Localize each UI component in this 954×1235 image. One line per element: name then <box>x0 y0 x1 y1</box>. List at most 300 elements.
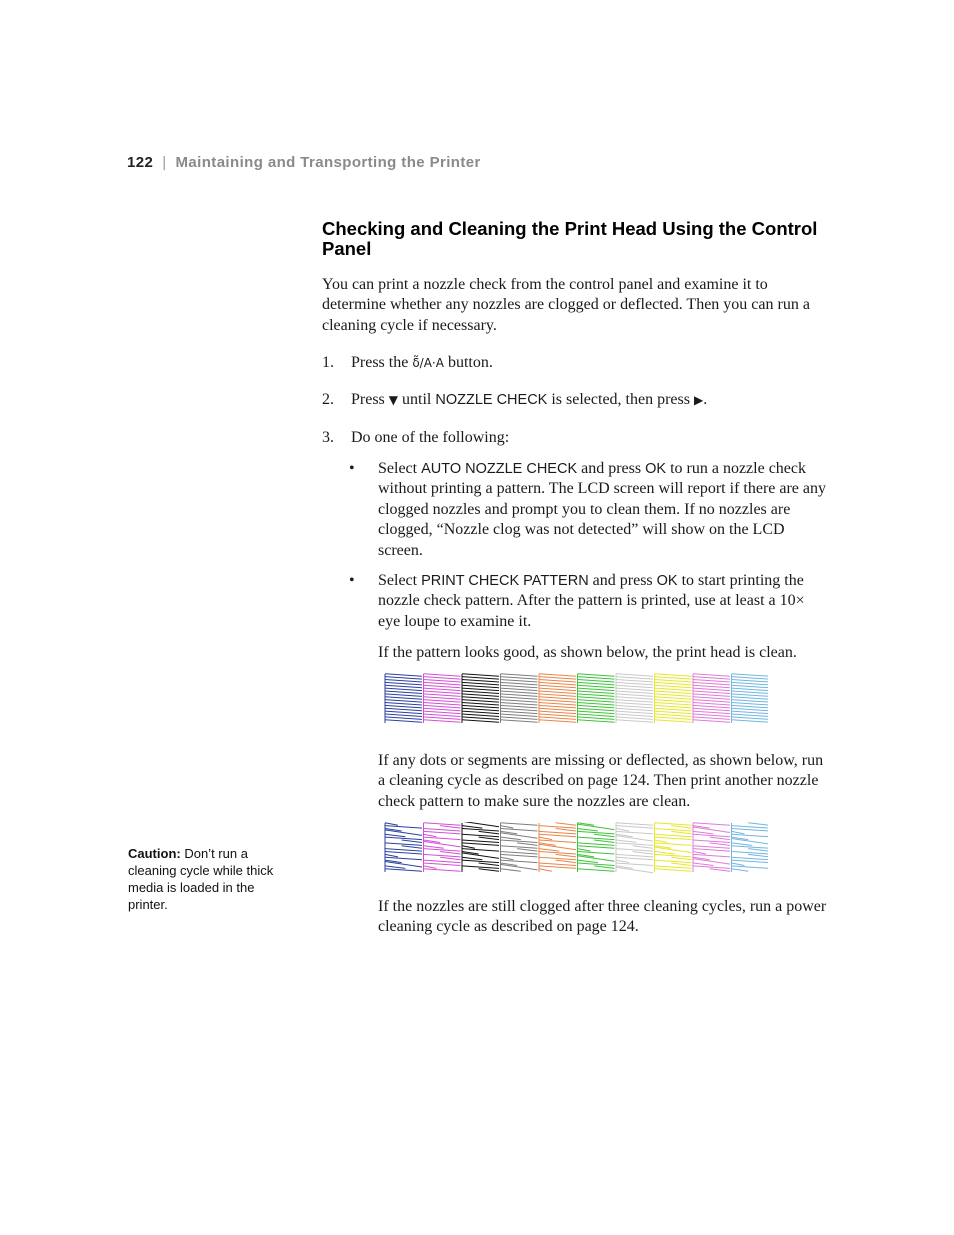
nozzle-line <box>424 846 444 848</box>
nozzle-line <box>693 677 730 679</box>
nozzle-line <box>385 691 422 693</box>
caution-text: Don’t run a cleaning cycle while thick media is loaded in the printer. <box>128 846 274 912</box>
nozzle-line <box>693 720 730 722</box>
nozzle-line <box>539 694 576 696</box>
nozzle-line <box>539 680 576 682</box>
nozzle-line <box>732 717 769 719</box>
nozzle-line <box>479 837 499 839</box>
nozzle-line <box>424 685 461 687</box>
nozzle-line <box>732 711 769 713</box>
menu-button-icon: δ̃/A·A <box>412 356 444 370</box>
nozzle-line <box>424 823 461 825</box>
nozzle-line <box>501 857 514 859</box>
nozzle-line <box>385 694 422 696</box>
nozzle-line <box>732 703 769 705</box>
nozzle-line <box>732 705 769 707</box>
nozzle-line <box>693 694 730 696</box>
nozzle-line <box>655 717 692 719</box>
nozzle-line <box>732 863 745 865</box>
nozzle-line <box>633 852 653 854</box>
nozzle-line <box>539 714 576 716</box>
nozzle-line <box>616 863 653 865</box>
nozzle-line <box>578 708 615 710</box>
step-text: Press the δ̃/A·A button. <box>351 354 493 371</box>
nozzle-line <box>462 829 499 831</box>
nozzle-line <box>539 869 552 871</box>
nozzle-line <box>462 705 499 707</box>
nozzle-line <box>385 717 422 719</box>
nozzle-line <box>732 674 769 676</box>
nozzle-line <box>655 691 692 693</box>
nozzle-line <box>462 680 499 682</box>
bullet-text: Select AUTO NOZZLE CHECK and press OK to run a nozzle check without printing a pattern. The LCD screen will report if there are any clogged nozzles and prompt you to clean them. If no nozzles are clogged, “Nozzle clog was not detected” will show on the LCD screen. <box>378 460 826 559</box>
nozzle-line <box>578 703 615 705</box>
nozzle-line <box>616 831 653 833</box>
nozzle-line <box>501 840 538 842</box>
nozzle-line <box>501 682 538 684</box>
nozzle-line <box>517 849 537 851</box>
nozzle-line <box>616 823 653 825</box>
nozzle-line <box>578 705 615 707</box>
nozzle-line <box>385 688 422 690</box>
nozzle-line <box>385 708 422 710</box>
nozzle-line <box>732 700 769 702</box>
nozzle-line <box>385 674 422 676</box>
pattern-block <box>655 674 692 723</box>
bullet-dot: • <box>349 460 355 477</box>
nozzle-line <box>424 694 461 696</box>
nozzle-line <box>578 863 615 865</box>
nozzle-line <box>539 685 576 687</box>
nozzle-line <box>671 857 691 859</box>
step-number: 3. <box>322 429 334 446</box>
nozzle-line <box>578 846 615 848</box>
nozzle-line <box>578 831 615 833</box>
nozzle-line <box>501 837 521 839</box>
nozzle-line <box>479 831 499 833</box>
nozzle-line <box>440 852 460 854</box>
nozzle-line <box>539 682 576 684</box>
nozzle-line <box>479 863 499 865</box>
pattern-block <box>501 823 538 872</box>
bad-pattern-paragraph: If any dots or segments are missing or deflected, as shown below, run a cleaning cycle as described on page 124. Then print another nozzle check pattern to make sure the nozzles are clean. <box>378 752 824 810</box>
pattern-block <box>578 674 615 723</box>
nozzle-line <box>655 866 692 868</box>
right-arrow-icon: ▶ <box>693 393 704 407</box>
nozzle-line <box>732 831 745 833</box>
nozzle-line <box>616 700 653 702</box>
nozzle-line <box>424 860 461 862</box>
nozzle-line <box>462 677 499 679</box>
nozzle-line <box>732 680 769 682</box>
nozzle-line <box>732 852 769 854</box>
pattern-block <box>424 823 461 872</box>
nozzle-line <box>748 854 768 856</box>
nozzle-line <box>655 697 692 699</box>
nozzle-line <box>424 688 461 690</box>
nozzle-line <box>424 720 461 722</box>
pattern-block <box>385 674 422 723</box>
nozzle-line <box>501 677 538 679</box>
nozzle-line <box>424 682 461 684</box>
nozzle-line <box>616 720 653 722</box>
nozzle-line <box>578 720 615 722</box>
intro-paragraph: You can print a nozzle check from the control panel and examine it to determine whether any nozzles are clogged or deflected. Then you can run a cleaning cycle if necessary. <box>322 276 810 334</box>
nozzle-line <box>616 867 653 872</box>
step-text: Press ▼ until NOZZLE CHECK is selected, then press ▶. <box>351 391 708 408</box>
nozzle-line <box>501 714 538 716</box>
pattern-block <box>578 823 615 872</box>
nozzle-line <box>501 711 538 713</box>
nozzle-line <box>732 697 769 699</box>
nozzle-line <box>732 694 769 696</box>
step-number: 1. <box>322 354 334 371</box>
nozzle-line <box>655 705 692 707</box>
nozzle-pattern-clogged <box>384 822 768 874</box>
nozzle-line <box>539 717 576 719</box>
nozzle-line <box>424 714 461 716</box>
step-number: 2. <box>322 391 334 408</box>
nozzle-line <box>385 866 405 868</box>
nozzle-line <box>424 691 461 693</box>
nozzle-line <box>501 685 538 687</box>
nozzle-line <box>655 852 675 854</box>
nozzle-line <box>732 846 769 848</box>
final-paragraph: If the nozzles are still clogged after three cleaning cycles, run a power cleaning cycle as described on page 124. <box>378 898 827 936</box>
nozzle-line <box>732 829 769 831</box>
nozzle-line <box>578 697 615 699</box>
nozzle-line <box>385 857 422 859</box>
nozzle-line <box>710 837 730 839</box>
running-header <box>127 154 481 171</box>
nozzle-line <box>462 714 499 716</box>
nozzle-line <box>385 826 422 828</box>
nozzle-line <box>616 843 653 845</box>
nozzle-line <box>424 863 461 865</box>
nozzle-line <box>539 837 552 839</box>
nozzle-line <box>385 843 422 845</box>
nozzle-line <box>732 720 769 722</box>
nozzle-line <box>616 685 653 687</box>
nozzle-line <box>462 846 475 848</box>
nozzle-line <box>539 720 576 722</box>
nozzle-line <box>732 860 769 862</box>
nozzle-line <box>424 829 461 831</box>
nozzle-line <box>616 826 653 828</box>
nozzle-line <box>594 834 614 836</box>
nozzle-line <box>539 866 576 868</box>
nozzle-line <box>655 843 692 845</box>
nozzle-line <box>501 823 538 825</box>
nozzle-line <box>501 688 538 690</box>
nozzle-line <box>693 823 730 825</box>
nozzle-line <box>578 688 615 690</box>
nozzle-line <box>440 857 460 859</box>
nozzle-line <box>501 717 538 719</box>
nozzle-line <box>539 691 576 693</box>
nozzle-line <box>556 823 576 825</box>
step-text: Do one of the following: <box>351 429 510 446</box>
nozzle-line <box>693 703 730 705</box>
nozzle-line <box>732 869 749 871</box>
nozzle-line <box>693 691 730 693</box>
nozzle-line <box>732 691 769 693</box>
nozzle-line <box>501 691 538 693</box>
nozzle-line <box>655 823 692 825</box>
nozzle-line <box>385 834 405 836</box>
nozzle-line <box>616 860 629 862</box>
nozzle-line <box>462 843 499 845</box>
nozzle-line <box>501 697 538 699</box>
header-separator: | <box>162 154 167 171</box>
nozzle-line <box>655 677 692 679</box>
nozzle-line <box>655 700 692 702</box>
pattern-block <box>616 674 653 723</box>
nozzle-line <box>539 863 576 865</box>
nozzle-line <box>693 846 730 848</box>
nozzle-line <box>616 717 653 719</box>
nozzle-line <box>385 700 422 702</box>
nozzle-line <box>616 711 653 713</box>
nozzle-line <box>671 831 691 833</box>
section-title: Checking and Cleaning the Print Head Using the Control Panel <box>322 218 818 259</box>
nozzle-line <box>501 720 538 722</box>
nozzle-line <box>385 720 422 722</box>
nozzle-line <box>385 854 398 856</box>
nozzle-line <box>424 831 461 833</box>
nozzle-pattern-good <box>384 673 768 725</box>
nozzle-line <box>693 680 730 682</box>
nozzle-line <box>655 720 692 722</box>
nozzle-line <box>732 677 769 679</box>
pattern-block <box>462 822 499 872</box>
nozzle-line <box>655 685 692 687</box>
nozzle-line <box>539 849 559 851</box>
nozzle-line <box>693 854 730 856</box>
pattern-block <box>655 823 692 872</box>
nozzle-line <box>462 717 499 719</box>
nozzle-line <box>616 682 653 684</box>
pattern-block <box>732 823 769 872</box>
nozzle-line <box>462 857 482 859</box>
nozzle-line <box>693 714 730 716</box>
nozzle-line <box>578 714 615 716</box>
nozzle-line <box>693 688 730 690</box>
nozzle-line <box>578 829 598 831</box>
nozzle-line <box>462 711 499 713</box>
nozzle-line <box>424 697 461 699</box>
nozzle-line <box>462 674 499 676</box>
nozzle-line <box>539 674 576 676</box>
nozzle-line <box>501 703 538 705</box>
nozzle-line <box>655 711 692 713</box>
nozzle-line <box>517 843 537 845</box>
nozzle-line <box>501 680 538 682</box>
nozzle-line <box>732 826 769 828</box>
pattern-block <box>385 823 422 872</box>
nozzle-line <box>402 840 422 842</box>
nozzle-line <box>693 682 730 684</box>
nozzle-line <box>385 852 422 854</box>
nozzle-line <box>693 852 706 854</box>
nozzle-line <box>462 708 499 710</box>
nozzle-line <box>539 705 576 707</box>
nozzle-line <box>501 846 538 848</box>
menu-key: PRINT CHECK PATTERN <box>421 573 589 589</box>
nozzle-line <box>616 857 653 859</box>
nozzle-line <box>693 849 730 851</box>
pattern-block <box>732 674 769 723</box>
nozzle-line <box>424 705 461 707</box>
nozzle-line <box>539 826 576 828</box>
nozzle-line <box>732 688 769 690</box>
nozzle-line <box>556 829 576 831</box>
nozzle-line <box>501 869 521 871</box>
nozzle-line <box>501 860 538 862</box>
nozzle-line <box>539 840 576 842</box>
nozzle-line <box>616 691 653 693</box>
nozzle-line <box>616 677 653 679</box>
nozzle-line <box>616 688 653 690</box>
pattern-block <box>539 823 576 872</box>
nozzle-line <box>655 829 692 831</box>
nozzle-line <box>693 705 730 707</box>
nozzle-line <box>424 700 461 702</box>
nozzle-line <box>539 677 576 679</box>
nozzle-line <box>578 843 615 845</box>
nozzle-line <box>462 697 499 699</box>
nozzle-line <box>385 697 422 699</box>
nozzle-line <box>556 860 576 862</box>
nozzle-line <box>462 688 499 690</box>
nozzle-line <box>385 849 422 851</box>
nozzle-line <box>385 714 422 716</box>
nozzle-line <box>440 826 460 828</box>
nozzle-line <box>539 688 576 690</box>
nozzle-line <box>732 685 769 687</box>
nozzle-line <box>616 674 653 676</box>
nozzle-line <box>462 866 499 868</box>
nozzle-line <box>424 717 461 719</box>
nozzle-line <box>693 697 730 699</box>
nozzle-line <box>424 849 461 851</box>
nozzle-line <box>578 682 615 684</box>
nozzle-line <box>462 720 499 722</box>
nozzle-line <box>693 685 730 687</box>
nozzle-line <box>462 834 499 836</box>
down-arrow-icon: ▼ <box>388 393 399 407</box>
nozzle-line <box>578 717 615 719</box>
nozzle-line <box>655 834 692 836</box>
nozzle-line <box>732 834 769 836</box>
nozzle-line <box>616 849 653 851</box>
nozzle-line <box>671 826 691 828</box>
caution-note <box>128 845 288 913</box>
nozzle-line <box>578 849 591 851</box>
ok-key: OK <box>656 573 678 589</box>
nozzle-line <box>385 823 398 825</box>
nozzle-line <box>424 866 437 868</box>
nozzle-line <box>578 674 615 676</box>
nozzle-pattern-good-graphic <box>384 673 768 725</box>
nozzle-line <box>424 834 437 836</box>
nozzle-line <box>693 708 730 710</box>
nozzle-line <box>462 840 499 842</box>
nozzle-line <box>501 700 538 702</box>
nozzle-line <box>462 694 499 696</box>
pattern-block <box>539 674 576 723</box>
chapter-title: Maintaining and Transporting the Printer <box>175 154 481 171</box>
nozzle-line <box>385 711 422 713</box>
nozzle-line <box>578 700 615 702</box>
nozzle-line <box>501 708 538 710</box>
nozzle-line <box>501 826 514 828</box>
nozzle-line <box>693 700 730 702</box>
nozzle-line <box>578 837 615 839</box>
nozzle-line <box>578 852 615 854</box>
nozzle-line <box>462 685 499 687</box>
nozzle-line <box>732 682 769 684</box>
nozzle-line <box>501 854 538 856</box>
nozzle-line <box>385 677 422 679</box>
nozzle-line <box>539 831 576 833</box>
nozzle-line <box>748 823 768 825</box>
ok-key: OK <box>645 461 667 477</box>
nozzle-line <box>693 866 730 868</box>
nozzle-line <box>479 869 499 871</box>
nozzle-line <box>402 846 422 848</box>
nozzle-line <box>693 863 713 865</box>
good-pattern-paragraph: If the pattern looks good, as shown below, the print head is clean. <box>378 644 797 661</box>
nozzle-line <box>655 703 692 705</box>
bullet-dot: • <box>349 572 355 589</box>
nozzle-line <box>732 708 769 710</box>
nozzle-line <box>424 711 461 713</box>
nozzle-line <box>578 860 598 862</box>
nozzle-line <box>655 694 692 696</box>
pattern-block <box>616 823 653 873</box>
nozzle-line <box>539 700 576 702</box>
nozzle-line <box>424 837 461 839</box>
nozzle-line <box>693 674 730 676</box>
nozzle-line <box>732 843 752 845</box>
nozzle-line <box>462 700 499 702</box>
nozzle-line <box>616 705 653 707</box>
nozzle-line <box>462 849 499 851</box>
nozzle-line <box>462 703 499 705</box>
caution-label: Caution: <box>128 846 181 861</box>
nozzle-line <box>578 711 615 713</box>
nozzle-line <box>655 680 692 682</box>
nozzle-line <box>462 860 499 862</box>
nozzle-line <box>501 705 538 707</box>
nozzle-line <box>539 703 576 705</box>
pattern-block <box>462 674 499 723</box>
nozzle-line <box>616 714 653 716</box>
nozzle-line <box>539 697 576 699</box>
page-number: 122 <box>127 154 154 171</box>
nozzle-line <box>578 869 615 871</box>
nozzle-line <box>578 677 615 679</box>
nozzle-line <box>462 682 499 684</box>
nozzle-line <box>501 674 538 676</box>
nozzle-line <box>693 834 730 836</box>
nozzle-line <box>424 674 461 676</box>
nozzle-line <box>616 854 653 856</box>
nozzle-line <box>594 866 614 868</box>
nozzle-line <box>616 840 636 842</box>
bullet-text: Select PRINT CHECK PATTERN and press OK to start printing the nozzle check pattern. After the pattern is printed, use at least a 10× eye loupe to examine it. <box>378 572 805 630</box>
